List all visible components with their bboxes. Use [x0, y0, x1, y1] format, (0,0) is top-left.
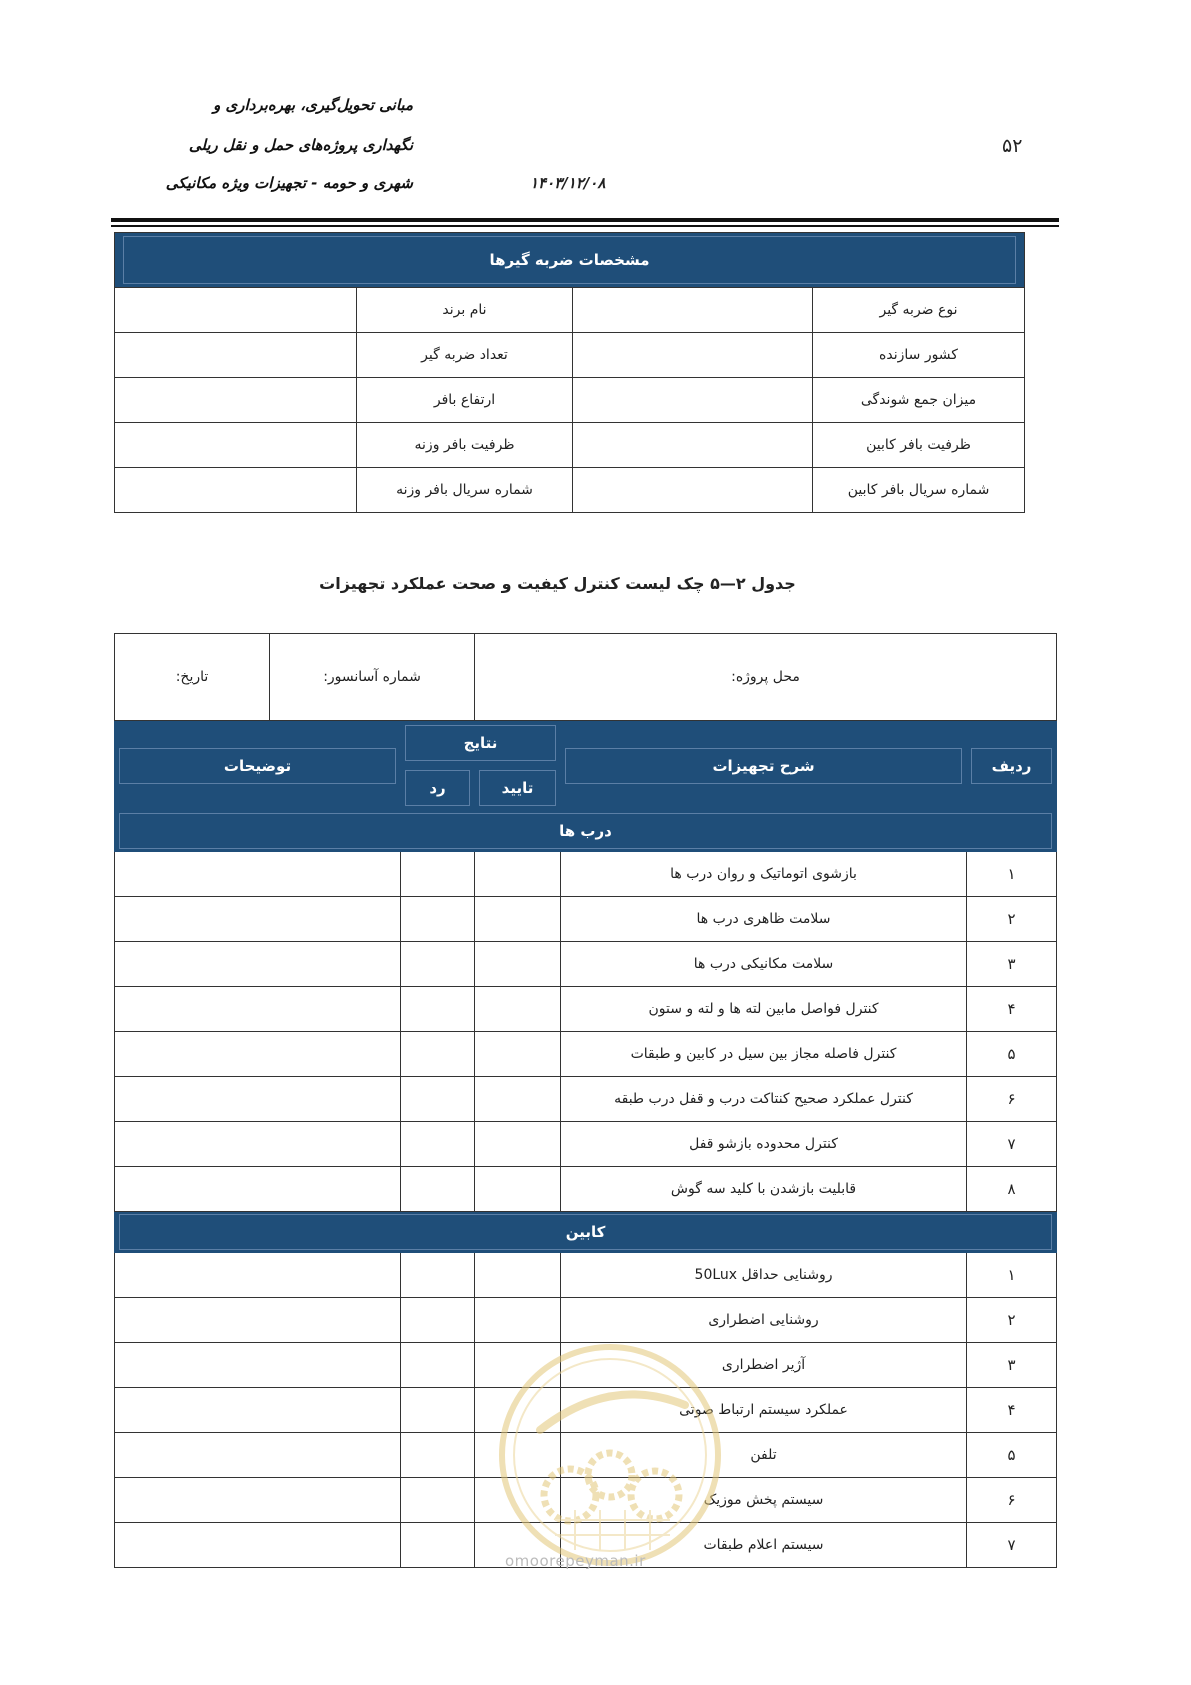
approve-cell[interactable]: [475, 852, 561, 897]
col-header-reject: رد: [401, 766, 475, 811]
comment-cell[interactable]: [115, 897, 401, 942]
table-row: ۳ سلامت مکانیکی درب ها: [115, 942, 1057, 987]
page-number: ۵۲: [1002, 135, 1023, 157]
spec-value-cell[interactable]: [573, 378, 813, 423]
comment-cell[interactable]: [115, 1077, 401, 1122]
spec-label: ظرفیت بافر وزنه: [357, 423, 573, 468]
watermark-url: omoorepeyman.ir: [505, 1552, 646, 1570]
elevator-number-label: شماره آسانسور:: [269, 634, 474, 720]
comment-cell[interactable]: [115, 1433, 401, 1478]
buffer-spec-table: [114, 232, 1025, 513]
elevator-number-cell[interactable]: [115, 634, 475, 721]
spec-value-cell[interactable]: [115, 378, 357, 423]
approve-cell[interactable]: [475, 897, 561, 942]
spec-label: شماره سریال بافر وزنه: [357, 468, 573, 513]
spec-value-cell[interactable]: [115, 423, 357, 468]
col-header-row: ردیف: [967, 721, 1057, 811]
section-header-doors: درب ها: [115, 811, 1057, 852]
item-text: تلفن: [561, 1433, 967, 1478]
item-text: سیستم پخش موزیک: [561, 1478, 967, 1523]
reject-cell[interactable]: [401, 1077, 475, 1122]
approve-cell[interactable]: [475, 1253, 561, 1298]
spec-value-cell[interactable]: [573, 333, 813, 378]
reject-cell[interactable]: [401, 1388, 475, 1433]
reject-cell[interactable]: [401, 987, 475, 1032]
spec-value-cell[interactable]: [115, 333, 357, 378]
reject-cell[interactable]: [401, 1343, 475, 1388]
watermark-logo: [485, 1335, 735, 1575]
header-line-2: نگهداری پروژه‌های حمل و نقل ریلی: [188, 136, 413, 154]
spec-label: شماره سریال بافر کابین: [813, 468, 1025, 513]
approve-cell[interactable]: [475, 1077, 561, 1122]
item-text: عملکرد سیستم ارتباط صوتی: [561, 1388, 967, 1433]
header-rule-thick: [111, 218, 1059, 222]
comment-cell[interactable]: [115, 1032, 401, 1077]
spec-label: ظرفیت بافر کابین: [813, 423, 1025, 468]
reject-cell[interactable]: [401, 1298, 475, 1343]
item-text: روشنایی اضطراری: [561, 1298, 967, 1343]
item-text: سلامت مکانیکی درب ها: [561, 942, 967, 987]
reject-cell[interactable]: [401, 1433, 475, 1478]
comment-cell[interactable]: [115, 1298, 401, 1343]
comment-cell[interactable]: [115, 1343, 401, 1388]
header-line-1: مبانی تحویل‌گیری، بهره‌برداری و: [213, 96, 413, 114]
reject-cell[interactable]: [401, 1032, 475, 1077]
reject-cell[interactable]: [401, 1523, 475, 1568]
table-row: ۲ روشنایی اضطراری: [115, 1298, 1057, 1343]
col-header-results: نتایج: [401, 721, 561, 766]
comment-cell[interactable]: [115, 1388, 401, 1433]
item-text: بازشوی اتوماتیک و روان درب ها: [561, 852, 967, 897]
table-row: ۷ کنترل محدوده بازشو قفل: [115, 1122, 1057, 1167]
comment-cell[interactable]: [115, 1478, 401, 1523]
comment-cell[interactable]: [115, 942, 401, 987]
item-text: سیستم اعلام طبقات: [561, 1523, 967, 1568]
item-text: کنترل فواصل مابین لته ها و لته و ستون: [561, 987, 967, 1032]
col-header-description: شرح تجهیزات: [561, 721, 967, 811]
comment-cell[interactable]: [115, 987, 401, 1032]
spec-table-title: مشخصات ضربه گیرها: [115, 233, 1025, 288]
item-text: سلامت ظاهری درب ها: [561, 897, 967, 942]
item-text: آژیر اضطراری: [561, 1343, 967, 1388]
header-rule-thin: [111, 225, 1059, 227]
header-date: ۱۴۰۳/۱۲/۰۸: [530, 174, 606, 192]
table-row: ۸ قابلیت بازشدن با کلید سه گوش: [115, 1167, 1057, 1212]
project-location-label: محل پروژه:: [731, 669, 800, 685]
approve-cell[interactable]: [475, 1032, 561, 1077]
table-row: ۳ آژیر اضطراری: [115, 1343, 1057, 1388]
table-row: ۱ بازشوی اتوماتیک و روان درب ها: [115, 852, 1057, 897]
date-label: تاریخ:: [175, 669, 209, 685]
header-line-3: شهری و حومه - تجهیزات ویژه مکانیکی: [165, 174, 413, 192]
table-row: ۲ سلامت ظاهری درب ها: [115, 897, 1057, 942]
table-row: ۶ سیستم پخش موزیک: [115, 1478, 1057, 1523]
item-text: کنترل محدوده بازشو قفل: [561, 1122, 967, 1167]
spec-value-cell[interactable]: [115, 288, 357, 333]
spec-label: نام برند: [357, 288, 573, 333]
spec-value-cell[interactable]: [573, 288, 813, 333]
spec-label: نوع ضربه گیر: [813, 288, 1025, 333]
comment-cell[interactable]: [115, 852, 401, 897]
reject-cell[interactable]: [401, 1253, 475, 1298]
item-text: روشنایی حداقل 50Lux: [561, 1253, 967, 1298]
comment-cell[interactable]: [115, 1167, 401, 1212]
comment-cell[interactable]: [115, 1122, 401, 1167]
comment-cell[interactable]: [115, 1523, 401, 1568]
reject-cell[interactable]: [401, 1122, 475, 1167]
col-header-comments: توضیحات: [115, 721, 401, 811]
reject-cell[interactable]: [401, 1167, 475, 1212]
spec-label: کشور سازنده: [813, 333, 1025, 378]
spec-value-cell[interactable]: [573, 468, 813, 513]
table-row: ۶ کنترل عملکرد صحیح کنتاکت درب و قفل درب طبقه: [115, 1077, 1057, 1122]
table-row: ۴ کنترل فواصل مابین لته ها و لته و ستون: [115, 987, 1057, 1032]
table-row: ۵ تلفن: [115, 1433, 1057, 1478]
table-row: ۷ سیستم اعلام طبقات: [115, 1523, 1057, 1568]
reject-cell[interactable]: [401, 897, 475, 942]
table-row: ۵ کنترل فاصله مجاز بین سیل در کابین و طبقات: [115, 1032, 1057, 1077]
table-caption: جدول ۲—۵ چک لیست کنترل کیفیت و صحت عملکرد تجهیزات: [319, 574, 796, 593]
reject-cell[interactable]: [401, 942, 475, 987]
spec-label: ارتفاع بافر: [357, 378, 573, 423]
comment-cell[interactable]: [115, 1253, 401, 1298]
item-text: کنترل فاصله مجاز بین سیل در کابین و طبقات: [561, 1032, 967, 1077]
table-row: ۱ روشنایی حداقل 50Lux: [115, 1253, 1057, 1298]
table-row: ۴ عملکرد سیستم ارتباط صوتی: [115, 1388, 1057, 1433]
reject-cell[interactable]: [401, 1478, 475, 1523]
project-location-cell[interactable]: [475, 634, 1057, 721]
spec-label: میزان جمع شوندگی: [813, 378, 1025, 423]
approve-cell[interactable]: [475, 942, 561, 987]
item-text: کنترل عملکرد صحیح کنتاکت درب و قفل درب طبقه: [561, 1077, 967, 1122]
approve-cell[interactable]: [475, 987, 561, 1032]
item-text: قابلیت بازشدن با کلید سه گوش: [561, 1167, 967, 1212]
approve-cell[interactable]: [475, 1167, 561, 1212]
reject-cell[interactable]: [401, 852, 475, 897]
spec-value-cell[interactable]: [115, 468, 357, 513]
spec-label: تعداد ضربه گیر: [357, 333, 573, 378]
approve-cell[interactable]: [475, 1122, 561, 1167]
spec-value-cell[interactable]: [573, 423, 813, 468]
section-header-cabin: کابین: [115, 1212, 1057, 1253]
col-header-approve: تایید: [475, 766, 561, 811]
